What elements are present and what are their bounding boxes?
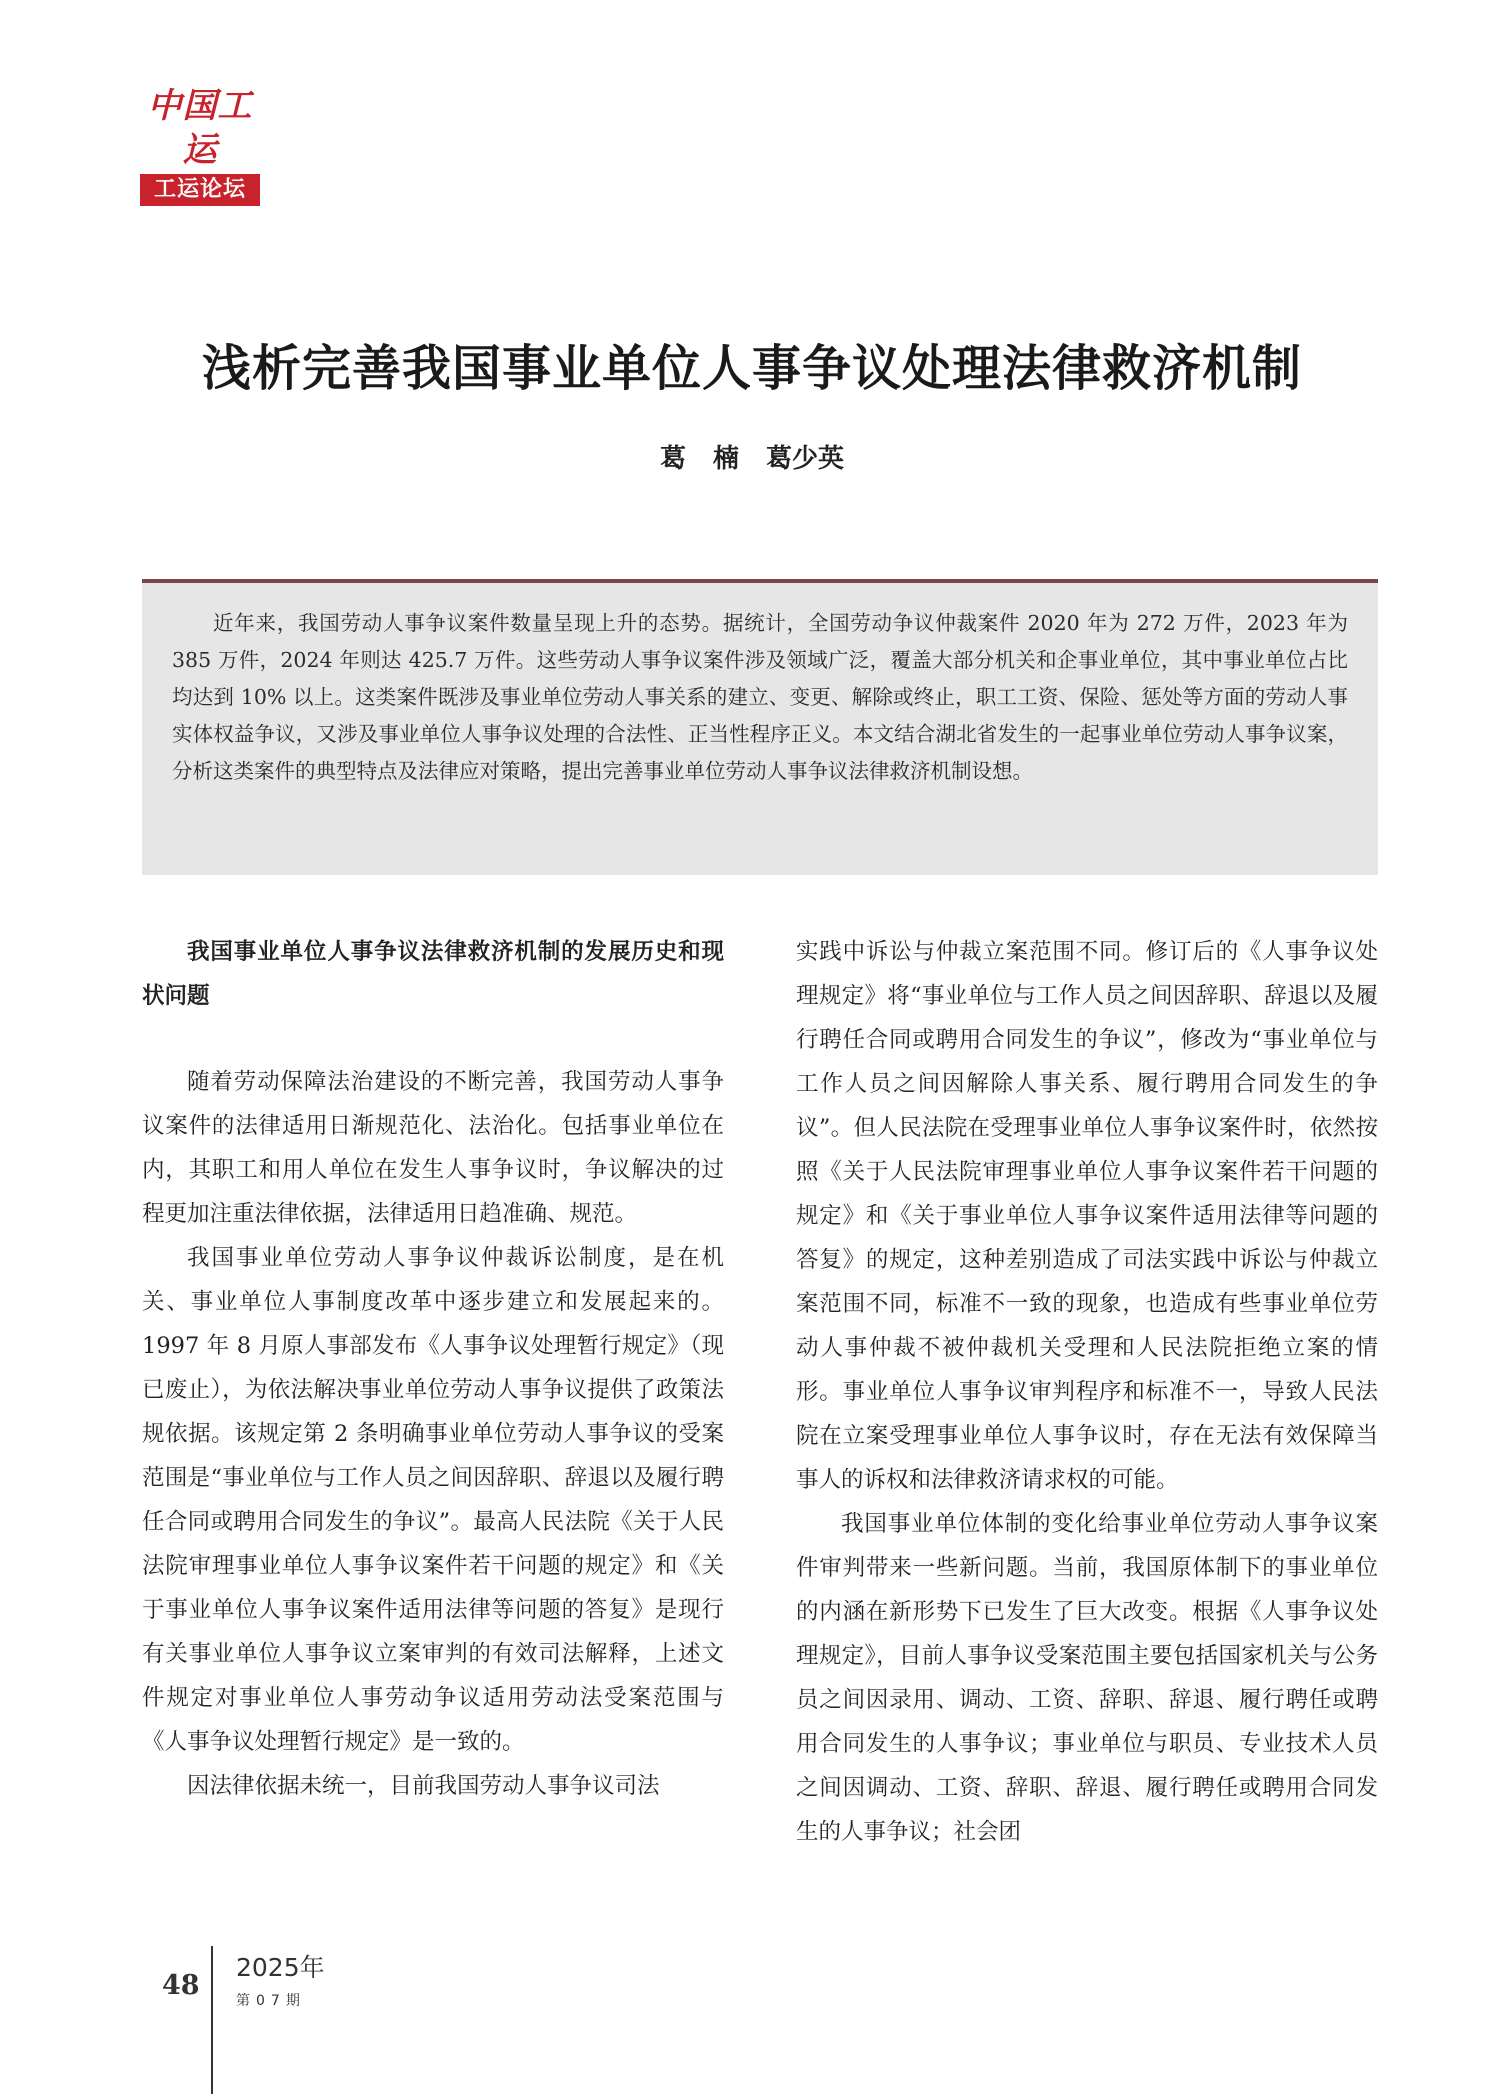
- body-paragraph: 我国事业单位劳动人事争议仲裁诉讼制度，是在机关、事业单位人事制度改革中逐步建立和发展起来的。1997 年 8 月原人事部发布《人事争议处理暂行规定》（现已废止），为依法解决事业单位劳动人事争议提供了政策法规依据。该规定第 2 条明确事业单位劳动人事争议的受案范围是“事业单位与工作人员之间因辞职、辞退以及履行聘任合同或聘用合同发生的争议”。最高人民法院《关于人民法院审理事业单位人事争议案件若干问题的规定》和《关于事业单位人事争议案件适用法律等问题的答复》是现行有关事业单位人事争议立案审判的有效司法解释，上述文件规定对事业单位人事劳动争议适用劳动法受案范围与《人事争议处理暂行规定》是一致的。: [142, 1245, 724, 1755]
- body-paragraph: 我国事业单位体制的变化给事业单位劳动人事争议案件审判带来一些新问题。当前，我国原体制下的事业单位的内涵在新形势下已发生了巨大改变。根据《人事争议处理规定》，目前人事争议受案范围主要包括国家机关与公务员之间因录用、调动、工资、辞职、辞退、履行聘任或聘用合同发生的人事争议；事业单位与职员、专业技术人员之间因调动、工资、辞职、辞退、履行聘任或聘用合同发生的人事争议；社会团: [796, 1511, 1378, 1845]
- journal-logo: [140, 84, 260, 206]
- issue-number: 第07期: [236, 1993, 306, 2009]
- left-column: [142, 930, 724, 1808]
- section-label: 工运论坛: [140, 174, 260, 206]
- section-heading: 我国事业单位人事争议法律救济机制的发展历史和现状问题: [142, 939, 724, 1009]
- abstract-text: 近年来，我国劳动人事争议案件数量呈现上升的态势。据统计，全国劳动争议仲裁案件 2020 年为 272 万件，2023 年为 385 万件，2024 年则达 425.7 万件。这些劳动人事争议案件涉及领域广泛，覆盖大部分机关和企事业单位，其中事业单位占比均达到 10% 以上。这类案件既涉及事业单位劳动人事关系的建立、变更、解除或终止，职工工资、保险、惩处等方面的劳动人事实体权益争议，又涉及事业单位人事争议处理的合法性、正当性程序正义。本文结合湖北省发生的一起事业单位劳动人事争议案，分析这类案件的典型特点及法律应对策略，提出完善事业单位劳动人事争议法律救济机制设想。: [172, 611, 1349, 783]
- logo-text: 中国工运: [147, 86, 253, 170]
- body-paragraph: 因法律依据未统一，目前我国劳动人事争议司法: [187, 1773, 660, 1799]
- issue-year: 2025年: [236, 1953, 325, 1982]
- right-column: [796, 930, 1378, 1854]
- article-title: 浅析完善我国事业单位人事争议处理法律救济机制: [201, 340, 1302, 397]
- abstract-box: [142, 579, 1378, 875]
- footer-divider: [211, 1946, 213, 2094]
- body-paragraph: 实践中诉讼与仲裁立案范围不同。修订后的《人事争议处理规定》将“事业单位与工作人员之间因辞职、辞退以及履行聘任合同或聘用合同发生的争议”，修改为“事业单位与工作人员之间因解除人事关系、履行聘用合同发生的争议”。但人民法院在受理事业单位人事争议案件时，依然按照《关于人民法院审理事业单位人事争议案件若干问题的规定》和《关于事业单位人事争议案件适用法律等问题的答复》的规定，这种差别造成了司法实践中诉讼与仲裁立案范围不同，标准不一致的现象，也造成有些事业单位劳动人事仲裁不被仲裁机关受理和人民法院拒绝立案的情形。事业单位人事争议审判程序和标准不一，导致人民法院在立案受理事业单位人事争议时，存在无法有效保障当事人的诉权和法律救济请求权的可能。: [796, 939, 1378, 1493]
- article-authors: 葛 楠 葛少英: [659, 444, 845, 474]
- page-number: 48: [162, 1970, 200, 2001]
- body-paragraph: 随着劳动保障法治建设的不断完善，我国劳动人事争议案件的法律适用日渐规范化、法治化。包括事业单位在内，其职工和用人单位在发生人事争议时，争议解决的过程更加注重法律依据，法律适用日趋准确、规范。: [142, 1069, 724, 1227]
